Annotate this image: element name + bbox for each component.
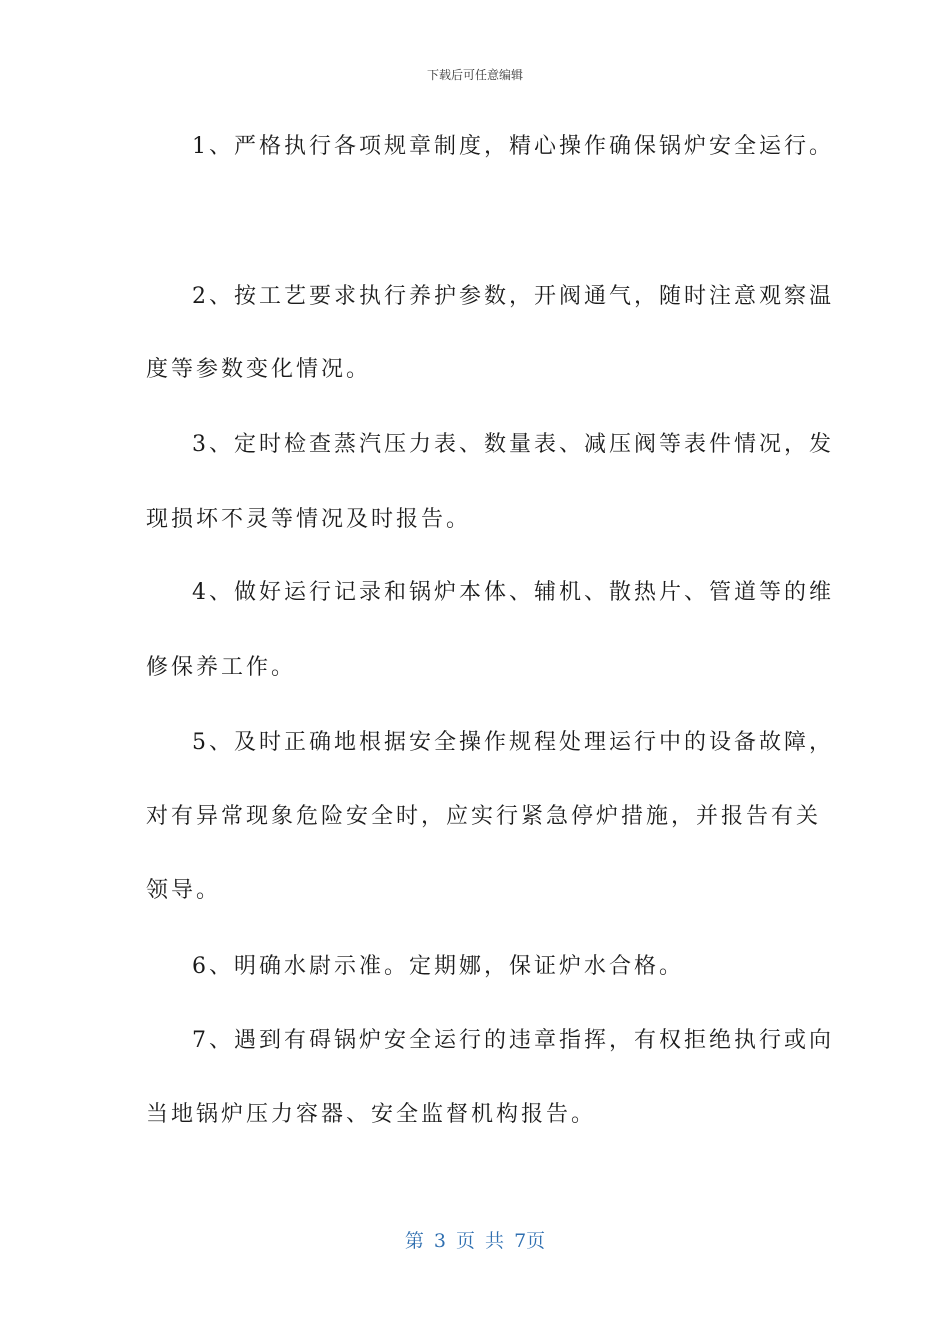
page-header-note: 下载后可任意编辑 [426, 68, 523, 82]
paragraph-2-line-2: 度等参数变化情况。 [146, 357, 372, 382]
page-number-footer: 第 3 页 共 7页 [404, 1230, 546, 1252]
paragraph-5-line-1: 5、及时正确地根据安全操作规程处理运行中的设备故障， [192, 730, 834, 755]
paragraph-2-line-1: 2、按工艺要求执行养护参数，开阀通气，随时注意观察温 [192, 284, 834, 309]
paragraph-3-line-1: 3、定时检查蒸汽压力表、数量表、减压阀等表件情况，发 [192, 432, 834, 457]
paragraph-7-line-1: 7、遇到有碍锅炉安全运行的违章指挥，有权拒绝执行或向 [192, 1028, 834, 1053]
paragraph-4-line-2: 修保养工作。 [146, 655, 297, 680]
paragraph-7-line-2: 当地锅炉压力容器、安全监督机构报告。 [146, 1102, 597, 1127]
paragraph-3-line-2: 现损坏不灵等情况及时报告。 [146, 507, 472, 532]
paragraph-1-line-1: 1、严格执行各项规章制度，精心操作确保锅炉安全运行。 [192, 134, 834, 159]
paragraph-4-line-1: 4、做好运行记录和锅炉本体、辅机、散热片、管道等的维 [192, 580, 834, 605]
paragraph-5-line-3: 领导。 [146, 878, 222, 903]
paragraph-6-line-1: 6、明确水尉示准。定期娜，保证炉水合格。 [192, 954, 684, 979]
paragraph-5-line-2: 对有异常现象危险安全时，应实行紧急停炉措施，并报告有关 [146, 804, 822, 829]
